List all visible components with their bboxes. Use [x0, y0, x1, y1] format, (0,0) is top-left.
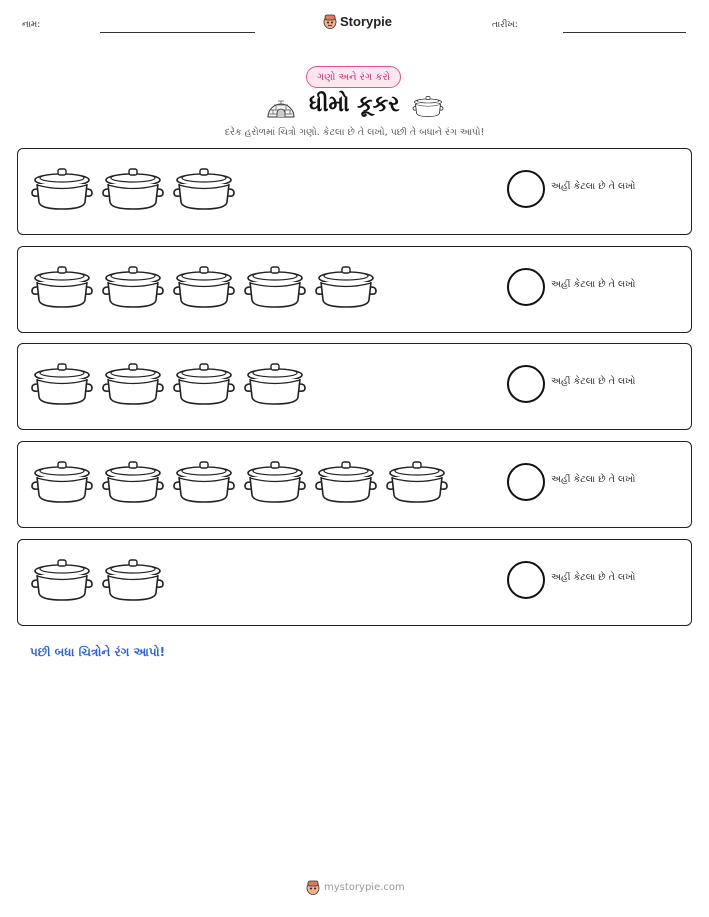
footer	[306, 879, 405, 895]
pot-icon[interactable]	[172, 359, 236, 407]
pot-icon[interactable]	[30, 262, 94, 310]
pot-icon[interactable]	[101, 555, 165, 603]
pot-icon[interactable]	[243, 359, 307, 407]
pot-icon[interactable]	[101, 164, 165, 212]
counting-row	[17, 148, 692, 235]
name-label: નામ:	[22, 20, 41, 30]
pot-icon[interactable]	[314, 262, 378, 310]
pot-icon[interactable]	[314, 457, 378, 505]
answer-prompt: અહીં કેટલા છે તે લખો	[551, 279, 636, 290]
pot-icon	[412, 92, 444, 120]
brand-name: Storypie	[340, 13, 393, 29]
counting-row	[17, 246, 692, 333]
date-line[interactable]	[563, 32, 686, 33]
pot-icon[interactable]	[101, 457, 165, 505]
answer-circle[interactable]	[507, 170, 545, 208]
pot-icon[interactable]	[172, 164, 236, 212]
pot-icon[interactable]	[243, 262, 307, 310]
answer-circle[interactable]	[507, 365, 545, 403]
storypie-mascot-icon	[323, 13, 337, 29]
pot-icon[interactable]	[172, 457, 236, 505]
pot-icon[interactable]	[30, 164, 94, 212]
title-row	[0, 92, 709, 122]
closing-instruction: પછી બધા ચિત્રોને રંગ આપો!	[30, 645, 166, 659]
activity-badge: ગણો અને રંગ કરો	[306, 66, 401, 88]
counting-row	[17, 441, 692, 528]
counting-row	[17, 343, 692, 430]
answer-prompt: અહીં કેટલા છે તે લખો	[551, 181, 636, 192]
pot-icon[interactable]	[30, 555, 94, 603]
worksheet-title: ધીમો કૂકર	[309, 92, 400, 117]
pot-icon[interactable]	[101, 359, 165, 407]
answer-circle[interactable]	[507, 561, 545, 599]
answer-prompt: અહીં કેટલા છે તે લખો	[551, 376, 636, 387]
pot-icon[interactable]	[101, 262, 165, 310]
storypie-mascot-icon	[306, 879, 320, 895]
instructions: દરેક હરોળમાં ચિત્રો ગણો. કેટલા છે તે લખો, પછી તે બધાને રંગ આપો!	[224, 127, 485, 138]
counting-row	[17, 539, 692, 626]
pot-icon[interactable]	[385, 457, 449, 505]
name-line[interactable]	[100, 32, 255, 33]
answer-prompt: અહીં કેટલા છે તે લખો	[551, 572, 636, 583]
pot-icon[interactable]	[172, 262, 236, 310]
brand-logo	[323, 13, 392, 29]
footer-site: mystorypie.com	[324, 881, 405, 893]
pot-icon[interactable]	[30, 359, 94, 407]
date-label: તારીખ:	[492, 20, 518, 30]
answer-circle[interactable]	[507, 463, 545, 501]
pot-icon[interactable]	[30, 457, 94, 505]
answer-circle[interactable]	[507, 268, 545, 306]
pot-icon[interactable]	[243, 457, 307, 505]
answer-prompt: અહીં કેટલા છે તે લખો	[551, 474, 636, 485]
